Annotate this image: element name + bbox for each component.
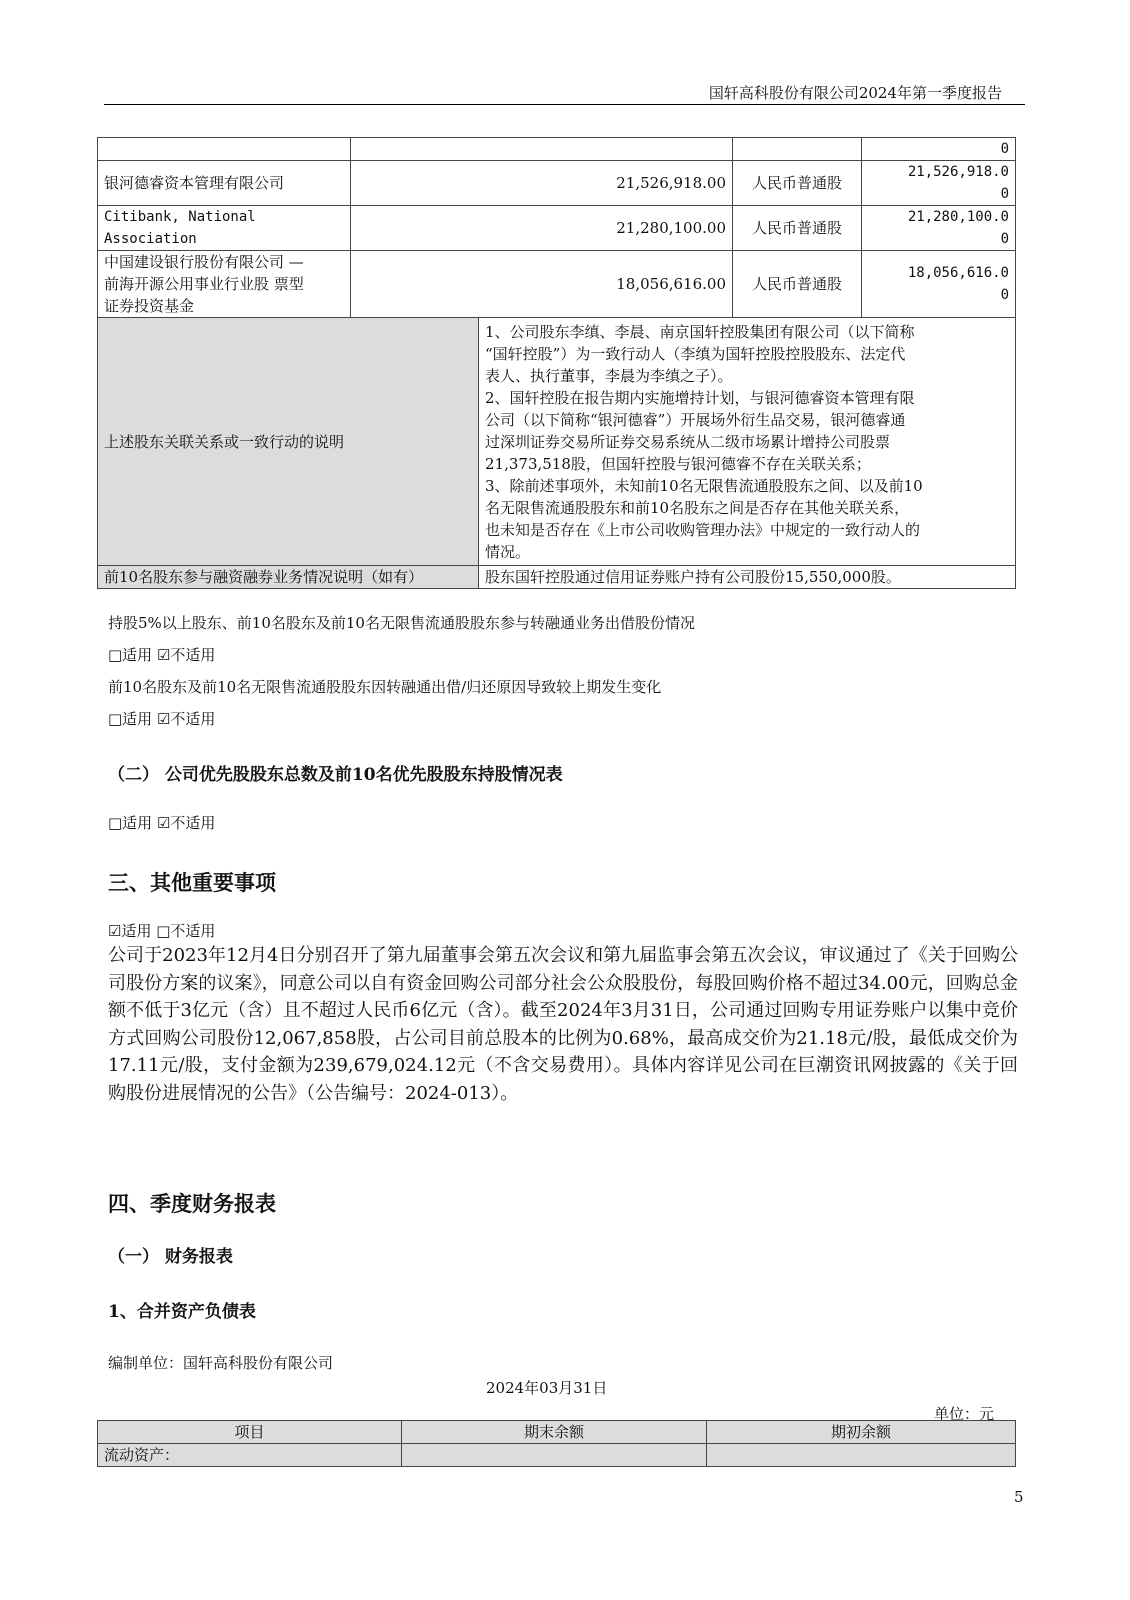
table-row (98, 318, 1016, 566)
page-header-title: 国轩高科股份有限公司2024年第一季度报告 (708, 84, 1002, 102)
prepared-by: 编制单位：国轩高科股份有限公司 (108, 1354, 334, 1372)
share-count-cell: 21,526,918.00 (351, 161, 733, 206)
relation-label-cell: 上述股东关联关系或一致行动的说明 (98, 318, 479, 566)
shareholder-name-line: Citibank, National (104, 209, 256, 225)
table-row (98, 251, 1016, 318)
share-qty-line: 21,280,100.0 (907, 209, 1009, 225)
margin-label-cell: 前10名股东参与融资融券业务情况说明（如有） (98, 566, 479, 589)
relation-line: 情况。 (485, 542, 531, 561)
share-qty-line: 0 (1000, 231, 1009, 247)
balance-sheet-table (97, 1420, 1016, 1467)
relation-description-cell (479, 318, 1016, 566)
shareholder-name-cell (98, 138, 351, 161)
table-cell (707, 1444, 1016, 1467)
lending-title: 持股5%以上股东、前10名股东及前10名无限售流通股股东参与转融通业务出借股份情况 (108, 614, 695, 632)
row-label: 流动资产： (98, 1444, 402, 1467)
header-divider (104, 104, 1025, 105)
column-header: 项目 (98, 1421, 402, 1444)
financial-sub-heading: （一） 财务报表 (108, 1247, 233, 1267)
margin-description-cell: 股东国轩控股通过信用证券账户持有公司股份15,550,000股。 (479, 566, 1016, 589)
share-count-cell: 18,056,616.00 (351, 251, 733, 318)
lending-change-option: □适用 ☑不适用 (108, 710, 216, 728)
relation-line: 公司（以下简称“银河德睿”）开展场外衍生品交易，银河德睿通 (485, 410, 906, 429)
share-type-cell (733, 138, 862, 161)
lending-change-title: 前10名股东及前10名无限售流通股股东因转融通出借/归还原因导致较上期发生变化 (108, 678, 662, 696)
relation-line: “国轩控股”）为一致行动人（李缜为国轩控股控股股东、法定代 (485, 344, 906, 363)
share-qty-cell (862, 206, 1016, 251)
page-number: 5 (1014, 1488, 1024, 1506)
share-qty-line: 0 (1000, 287, 1009, 303)
table-row (98, 1444, 1016, 1467)
table-row (98, 206, 1016, 251)
relation-line: 表人、执行董事，李晨为李缜之子）。 (485, 366, 733, 385)
other-matters-heading: 三、其他重要事项 (108, 870, 276, 895)
table-header-row (98, 1421, 1016, 1444)
relation-line: 也未知是否存在《上市公司收购管理办法》中规定的一致行动人的 (485, 520, 921, 539)
share-type-cell: 人民币普通股 (733, 206, 862, 251)
shareholder-name-cell (98, 251, 351, 318)
relation-line: 2、国轩控股在报告期内实施增持计划，与银河德睿资本管理有限 (485, 388, 915, 407)
column-header: 期末余额 (402, 1421, 707, 1444)
share-type-cell: 人民币普通股 (733, 161, 862, 206)
shareholder-name-line: 前海开源公用事业行业股 票型 (104, 275, 304, 293)
relation-line: 过深圳证券交易所证券交易系统从二级市场累计增持公司股票 (485, 432, 891, 451)
share-count-cell: 21,280,100.00 (351, 206, 733, 251)
relation-line: 3、除前述事项外，未知前10名无限售流通股股东之间、以及前10 (485, 476, 923, 495)
preferred-heading: （二） 公司优先股股东总数及前10名优先股股东持股情况表 (108, 765, 563, 785)
other-matters-option: ☑适用 □不适用 (108, 922, 216, 940)
share-qty-line: 21,526,918.0 (907, 164, 1009, 180)
share-qty-cell (862, 251, 1016, 318)
balance-sheet-heading: 1、合并资产负债表 (108, 1302, 256, 1322)
table-cell (402, 1444, 707, 1467)
column-header: 期初余额 (707, 1421, 1016, 1444)
relation-line: 21,373,518股，但国轩控股与银河德睿不存在关联关系； (485, 454, 871, 473)
share-qty-cell: 0 (862, 138, 1016, 161)
lending-option: □适用 ☑不适用 (108, 646, 216, 664)
table-row (98, 138, 1016, 161)
share-qty-line: 18,056,616.0 (907, 265, 1009, 281)
unit-label: 单位：元 (934, 1405, 995, 1423)
shareholder-name-line: Association (104, 231, 197, 247)
table-row (98, 566, 1016, 589)
shareholder-name-line: 证券投资基金 (104, 297, 195, 315)
relation-line: 1、公司股东李缜、李晨、南京国轩控股集团有限公司（以下简称 (485, 322, 915, 341)
share-count-cell (351, 138, 733, 161)
financial-heading: 四、季度财务报表 (108, 1191, 276, 1216)
relation-line: 名无限售流通股股东和前10名股东之间是否存在其他关联关系， (485, 498, 910, 517)
preferred-option: □适用 ☑不适用 (108, 814, 216, 832)
shareholder-name-cell: 银河德睿资本管理有限公司 (98, 161, 351, 206)
table-row (98, 161, 1016, 206)
share-qty-line: 0 (1000, 186, 1009, 202)
shareholders-table (97, 137, 1016, 589)
share-qty-cell (862, 161, 1016, 206)
report-date: 2024年03月31日 (486, 1379, 608, 1397)
shareholder-name-line: 中国建设银行股份有限公司 — (104, 253, 304, 271)
buyback-paragraph: 公司于2023年12月4日分别召开了第九届董事会第五次会议和第九届监事会第五次会议，审议通过了《关于回购公司股份方案的议案》，同意公司以自有资金回购公司部分社会公众股股份，每股回购价格不超过34.00元，回购总金额不低于3亿元（含）且不超过人民币6亿元（含）。截至2024年3月31日，公司通过回购专用证券账户以集中竞价方式回购公司股份12,067,858股，占公司目前总股本的比例为0.68%，最高成交价为21.18元/股，最低成交价为17.11元/股，支付金额为239,679,024.12元（不含交易费用）。具体内容详见公司在巨潮资讯网披露的《关于回购股份进展情况的公告》（公告编号：2024-013）。 (108, 945, 1018, 1104)
shareholder-name-cell (98, 206, 351, 251)
share-type-cell: 人民币普通股 (733, 251, 862, 318)
